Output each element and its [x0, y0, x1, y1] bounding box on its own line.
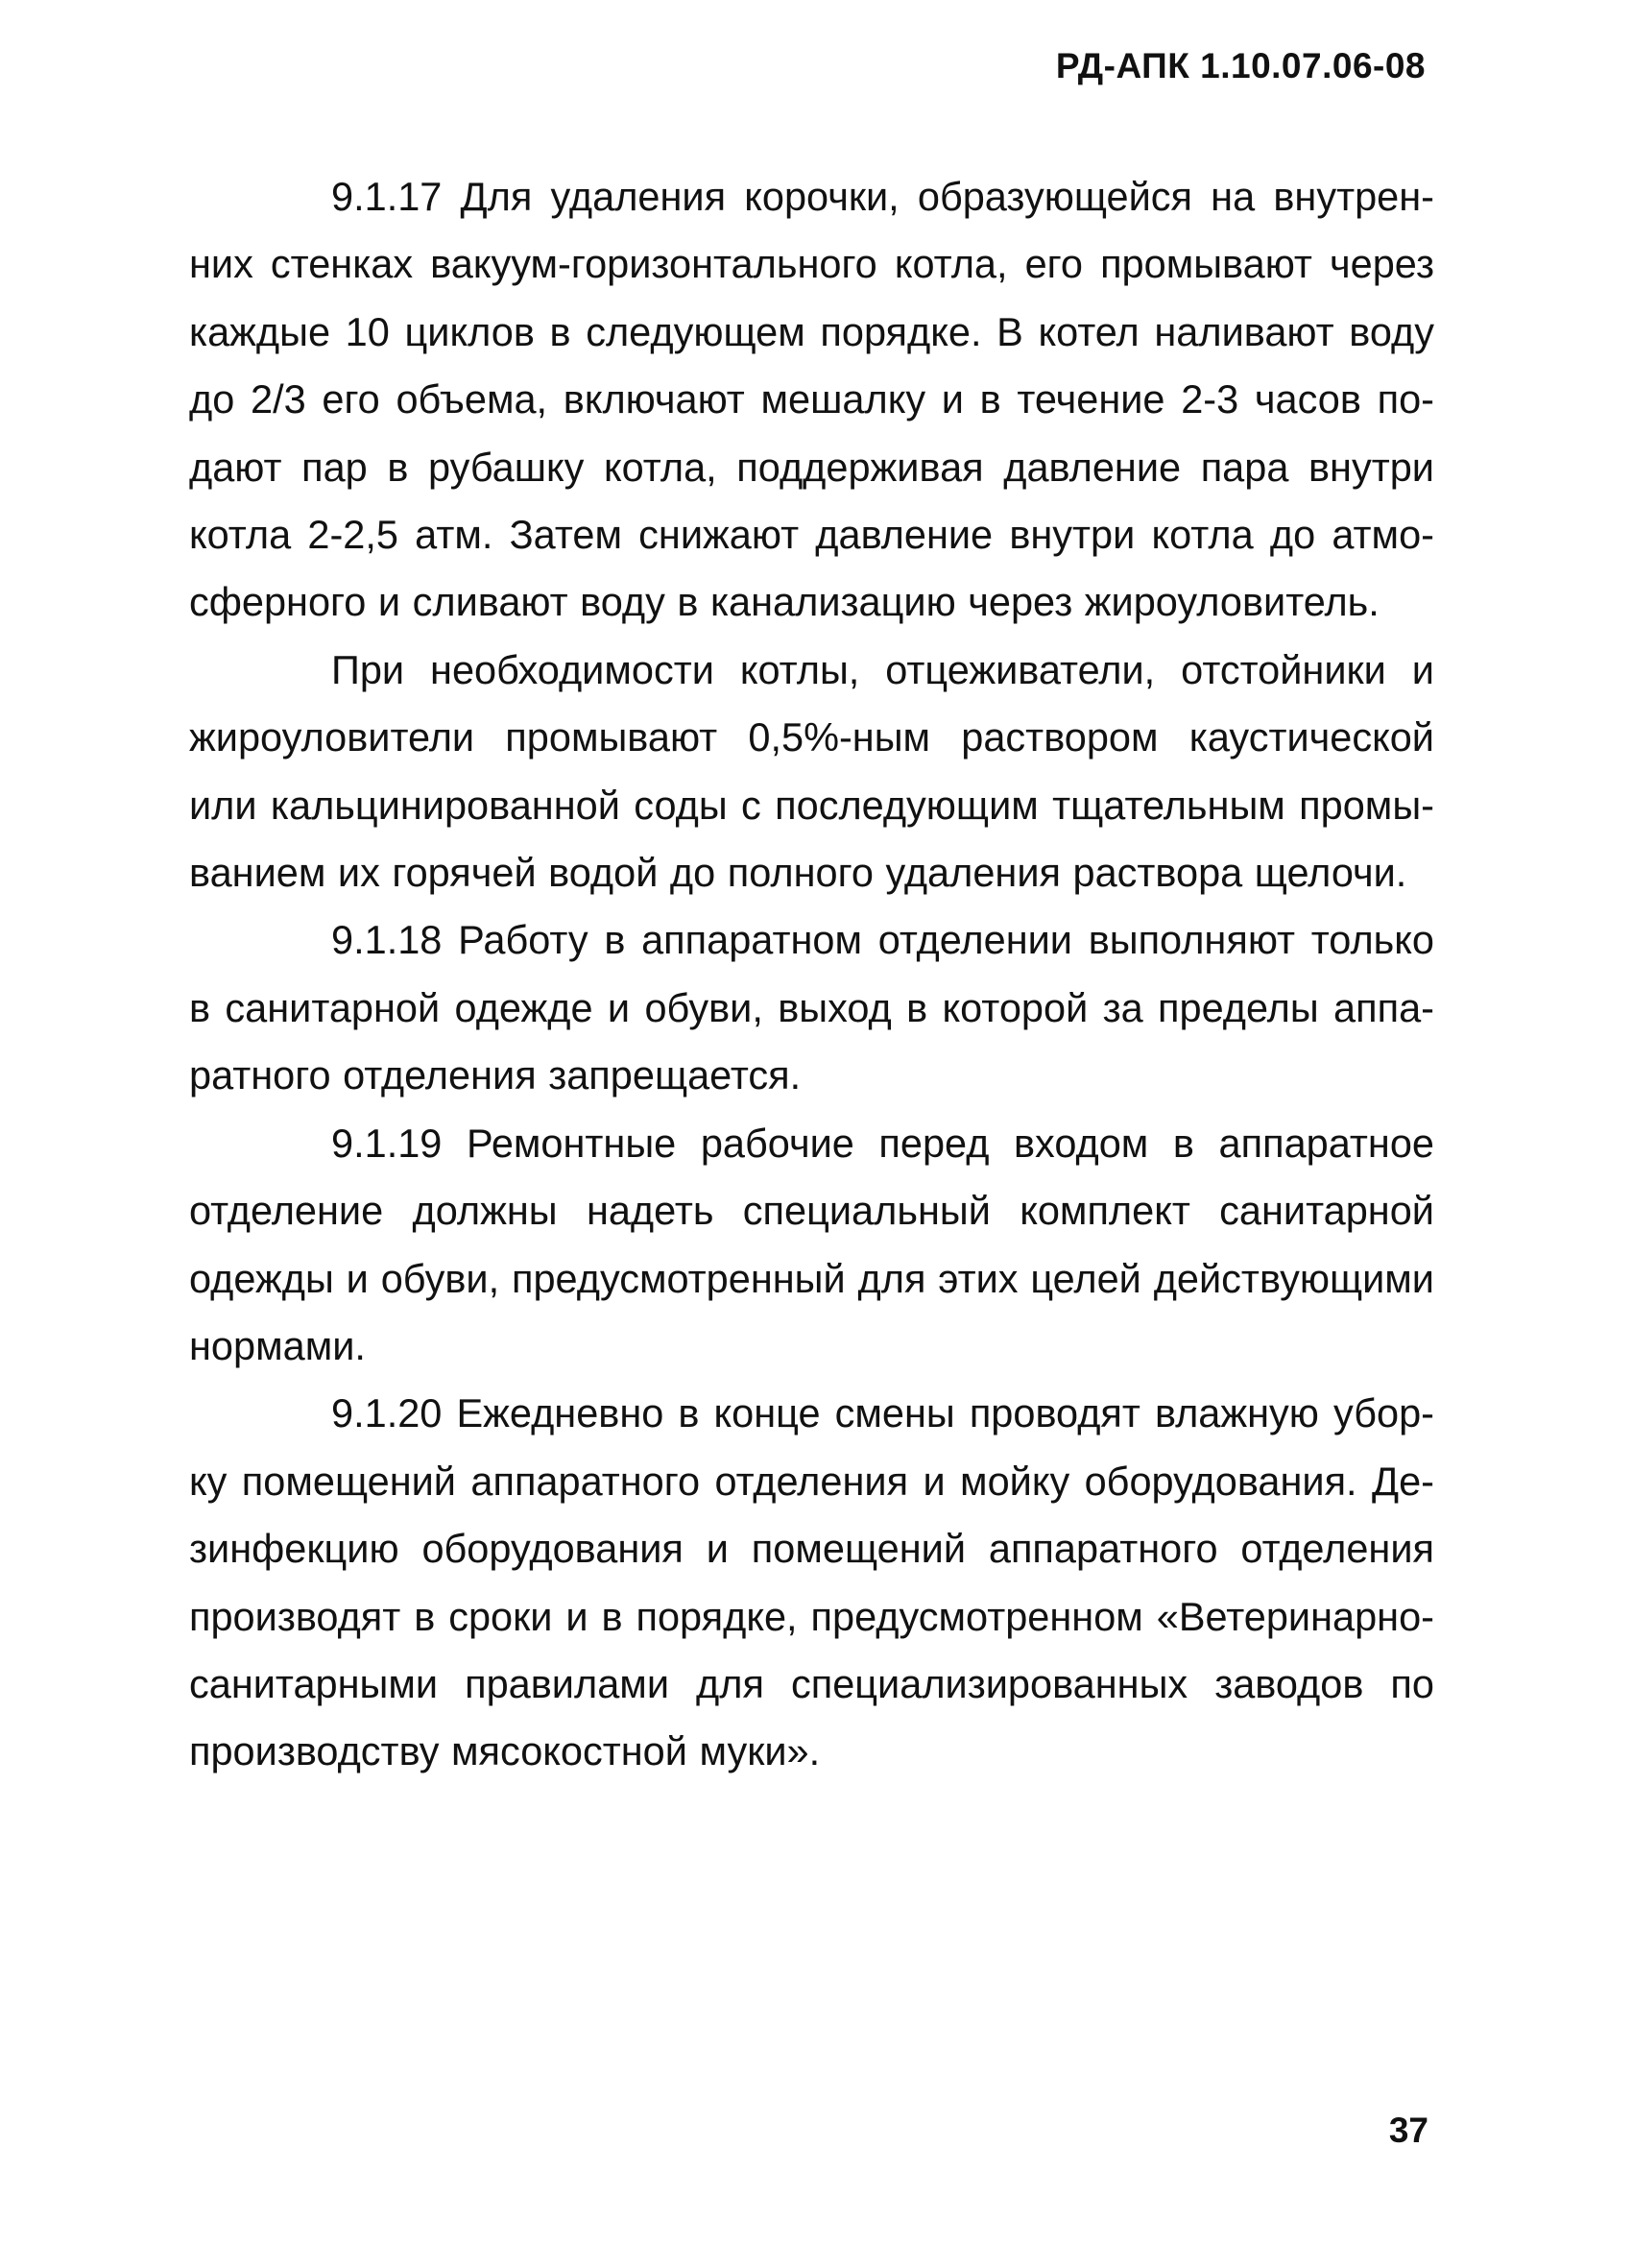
paragraph-9-1-17: 9.1.17 Для удаления корочки, образующейся на внутренних стенках вакуум-горизонтального котла, его промывают через каждые 10 циклов в следующем порядке. В котел наливают воду до 2/3 его объема, включают мешалку и в течение 2-3 часов подают пар в рубашку котла, поддерживая давление пара внутри котла 2-2,5 атм. Затем снижают давление внутри котла до атмосферного и сливают воду в канализацию через жироуловитель.	[189, 174, 1434, 625]
paragraph-9-1-20: 9.1.20 Ежедневно в конце смены проводят влажную уборку помещений аппаратного отделения и мойку оборудования. Дезинфекцию оборудования и помещений аппаратного отделения производят в сроки и в порядке, предусмотренном «Ветеринарно-санитарными правилами для специализированных заводов по производству мясокостной муки».	[189, 1390, 1434, 1774]
document-code-header: РД-АПК 1.10.07.06-08	[1055, 46, 1426, 85]
page-number: 37	[1388, 2111, 1428, 2150]
paragraph-9-1-18: 9.1.18 Работу в аппаратном отделении выполняют только в санитарной одежде и обуви, выход в которой за пределы аппаратного отделения запрещается.	[189, 917, 1434, 1098]
document-body	[189, 163, 1434, 1786]
paragraph-9-1-19: 9.1.19 Ремонтные рабочие перед входом в аппаратное отделение должны надеть специальный комплект санитарной одежды и обуви, предусмотренный для этих целей действующими нормами.	[189, 1120, 1434, 1368]
paragraph-cleaning-solution: При необходимости котлы, отцеживатели, отстойники и жироуловители промывают 0,5%-ным раствором каустической или кальцинированной соды с последующим тщательным промыванием их горячей водой до полного удаления раствора щелочи.	[189, 646, 1434, 896]
